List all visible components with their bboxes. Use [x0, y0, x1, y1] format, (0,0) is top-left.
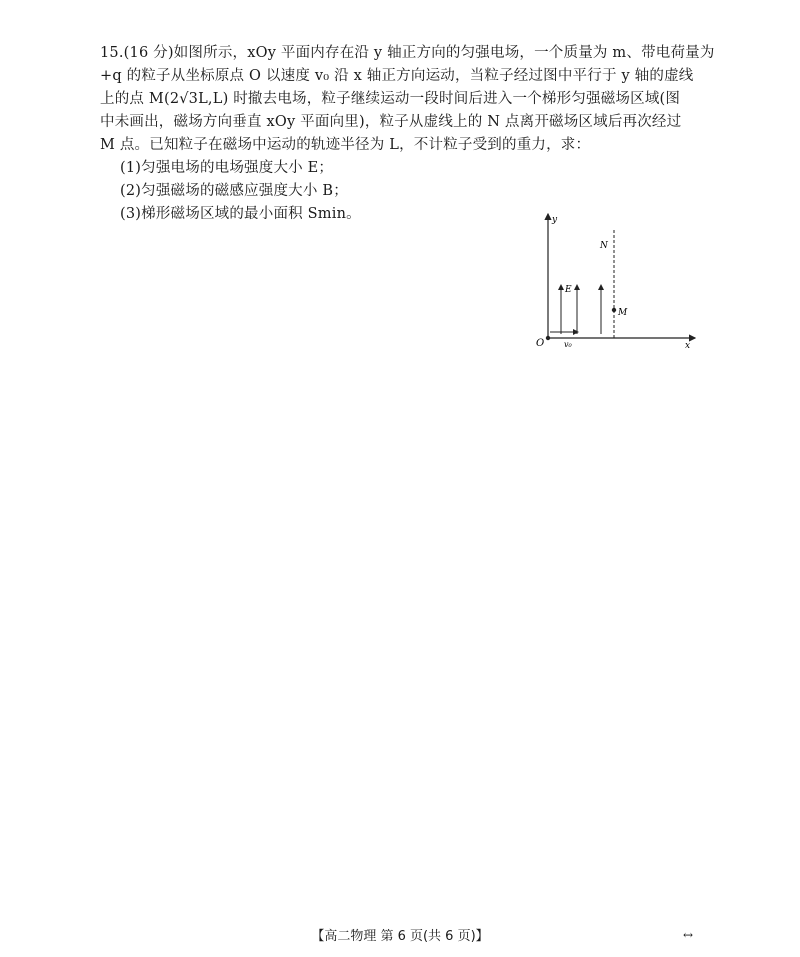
n-label: N — [600, 241, 608, 251]
problem-line: 15.(16 分)如图所示，xOy 平面内存在沿 y 轴正方向的匀强电场，一个质量为 m、带电荷量为 — [100, 45, 715, 61]
m-label: M — [618, 308, 628, 318]
question-2: (2)匀强磁场的磁感应强度大小 B； — [120, 183, 348, 199]
figure-svg — [530, 210, 710, 350]
coordinate-figure — [530, 210, 710, 350]
problem-line: +q 的粒子从坐标原点 O 以速度 v₀ 沿 x 轴正方向运动，当粒子经过图中平行于 y 轴的虚线 — [100, 68, 694, 84]
origin-dot — [546, 336, 550, 340]
question-3: (3)梯形磁场区域的最小面积 Smin。 — [120, 206, 361, 222]
y-axis-label: y — [552, 215, 558, 225]
e-label: E — [565, 285, 572, 295]
problem-text — [100, 42, 720, 226]
question-1: (1)匀强电场的电场强度大小 E； — [120, 160, 334, 176]
m-point — [612, 308, 616, 312]
page-footer: 【高二物理 第 6 页(共 6 页)】 — [311, 929, 489, 944]
v0-label: v₀ — [564, 340, 572, 349]
problem-line: 上的点 M(2√3L,L) 时撤去电场，粒子继续运动一段时间后进入一个梯形匀强磁场区域(图 — [100, 91, 681, 107]
x-axis-label: x — [685, 341, 691, 350]
problem-line: 中未画出，磁场方向垂直 xOy 平面向里)，粒子从虚线上的 N 点离开磁场区域后再次经过 — [100, 114, 682, 130]
problem-line: M 点。已知粒子在磁场中运动的轨迹半径为 L，不计粒子受到的重力，求： — [100, 137, 591, 153]
footer-mark: ↔ — [683, 928, 694, 942]
origin-label: O — [536, 338, 545, 349]
